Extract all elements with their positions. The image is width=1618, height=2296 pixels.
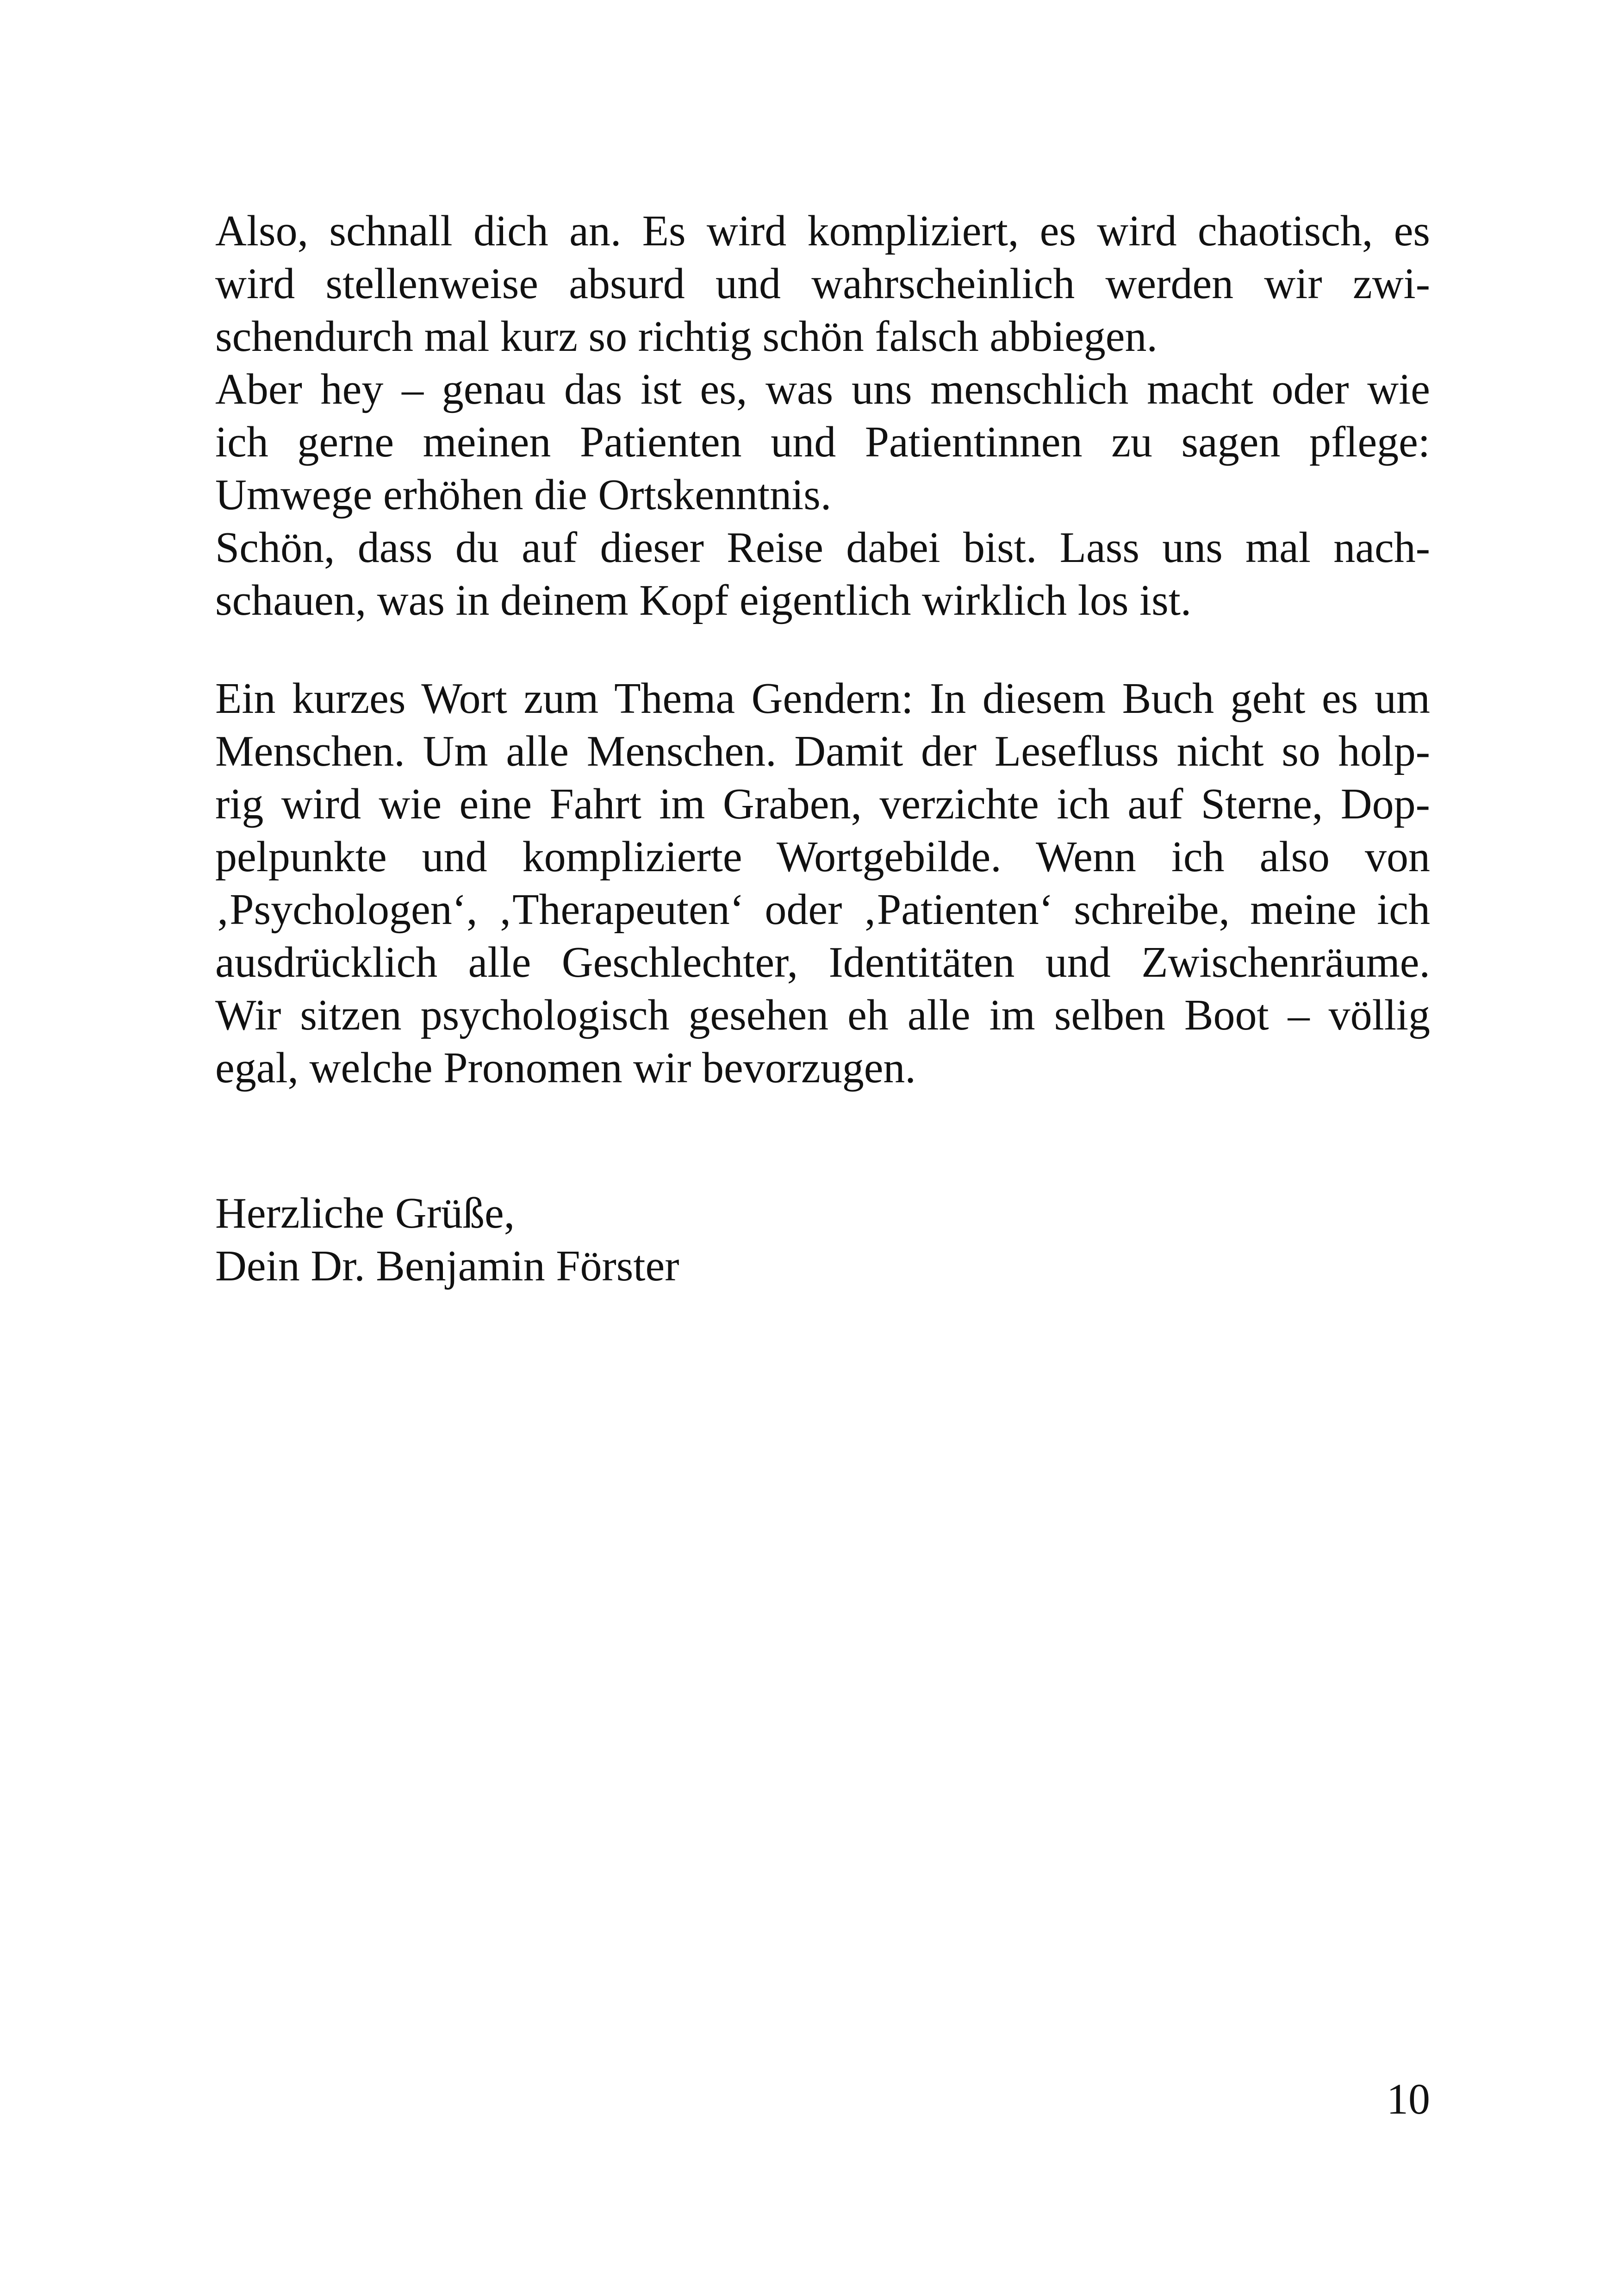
closing-signature: Dein Dr. Benjamin Förster bbox=[215, 1242, 679, 1290]
paragraph-gender-note bbox=[215, 672, 1430, 1094]
body-text bbox=[215, 205, 1430, 1292]
text-line: wird stellenweise absurd und wahrscheinlich werden wir zwi- bbox=[215, 260, 1430, 308]
closing bbox=[215, 1187, 1430, 1292]
page-number: 10 bbox=[1387, 2075, 1430, 2123]
paragraph-spacer bbox=[215, 627, 1430, 672]
paragraph-detours bbox=[215, 363, 1430, 521]
text-line: ausdrücklich alle Geschlechter, Identitäten und Zwischenräume. bbox=[215, 938, 1430, 986]
paragraph-journey bbox=[215, 521, 1430, 627]
text-line: egal, welche Pronomen wir bevorzugen. bbox=[215, 1044, 916, 1092]
text-line: Umwege erhöhen die Ortskenntnis. bbox=[215, 471, 832, 519]
text-line: ‚Psychologen‘, ‚Therapeuten‘ oder ‚Patienten‘ schreibe, meine ich bbox=[215, 886, 1430, 934]
text-line: schauen, was in deinem Kopf eigentlich wirklich los ist. bbox=[215, 576, 1192, 624]
text-line: Wir sitzen psychologisch gesehen eh alle im selben Boot – völlig bbox=[215, 991, 1430, 1039]
paragraph-spacer bbox=[215, 1094, 1430, 1187]
text-line: Schön, dass du auf dieser Reise dabei bist. Lass uns mal nach- bbox=[215, 524, 1430, 572]
text-line: Menschen. Um alle Menschen. Damit der Lesefluss nicht so holp- bbox=[215, 727, 1430, 775]
text-line: Also, schnall dich an. Es wird kompliziert, es wird chaotisch, es bbox=[215, 207, 1430, 255]
text-line: Aber hey – genau das ist es, was uns menschlich macht oder wie bbox=[215, 365, 1430, 413]
text-line: ich gerne meinen Patienten und Patientinnen zu sagen pflege: bbox=[215, 418, 1430, 466]
closing-greeting: Herzliche Grüße, bbox=[215, 1189, 515, 1237]
paragraph-seatbelt bbox=[215, 205, 1430, 363]
text-line: rig wird wie eine Fahrt im Graben, verzichte ich auf Sterne, Dop- bbox=[215, 780, 1430, 828]
text-line: Ein kurzes Wort zum Thema Gendern: In diesem Buch geht es um bbox=[215, 674, 1430, 723]
text-line: pelpunkte und komplizierte Wortgebilde. Wenn ich also von bbox=[215, 833, 1430, 881]
text-line: schendurch mal kurz so richtig schön falsch abbiegen. bbox=[215, 312, 1158, 361]
